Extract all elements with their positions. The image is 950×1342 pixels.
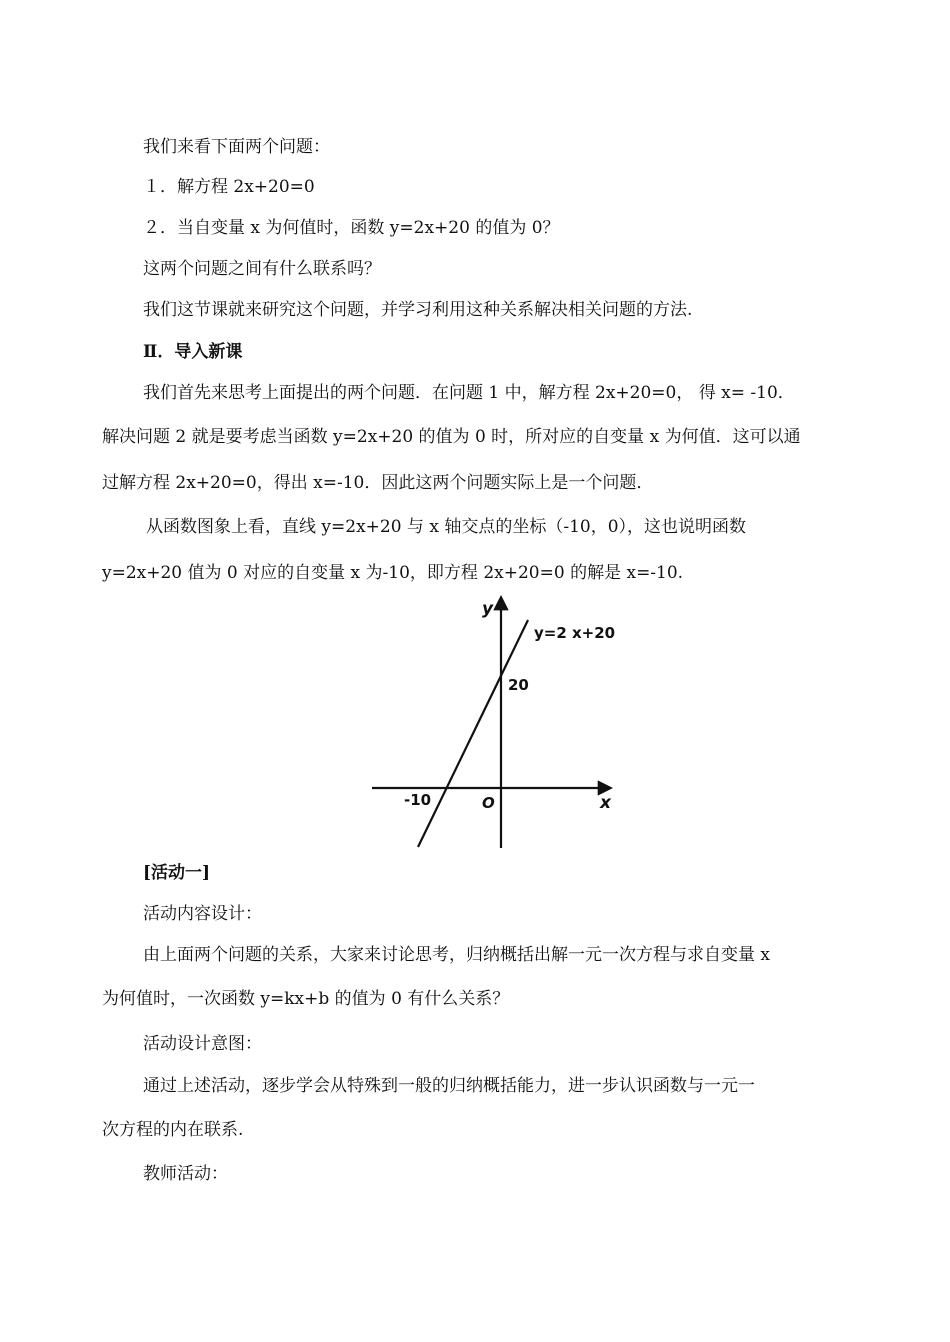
paragraph-graph-view-line2: y=2x+20 值为 0 对应的自变量 x 为-10，即方程 2x+20=0 的解是 x=-10. bbox=[102, 563, 684, 583]
activity-intent-line2: 次方程的内在联系. bbox=[102, 1120, 244, 1140]
activity-intent-label: 活动设计意图： bbox=[143, 1034, 262, 1054]
question-2: ２．当自变量 x 为何值时，函数 y=2x+20 的值为 0？ bbox=[143, 218, 560, 238]
y-intercept-label: 20 bbox=[508, 676, 529, 694]
activity-content-line2: 为何值时，一次函数 y=kx+b 的值为 0 有什么关系？ bbox=[102, 989, 510, 1009]
paragraph-intro: 我们来看下面两个问题： bbox=[143, 137, 330, 157]
section-heading-new-lesson: Ⅱ．导入新课 bbox=[143, 342, 243, 362]
x-intercept-label: -10 bbox=[404, 791, 432, 809]
x-axis-label: x bbox=[600, 793, 611, 813]
paragraph-analysis-line1: 我们首先来思考上面提出的两个问题．在问题 1 中，解方程 2x+20=0， 得 x= -10． bbox=[143, 383, 795, 403]
activity-content-line1: 由上面两个问题的关系，大家来讨论思考，归纳概括出解一元一次方程与求自变量 x bbox=[143, 945, 770, 965]
paragraph-connection: 这两个问题之间有什么联系吗？ bbox=[143, 259, 381, 279]
y-axis-label: y bbox=[482, 599, 494, 619]
line-equation-label: y=2 x+20 bbox=[534, 624, 616, 642]
question-1: １．解方程 2x+20=0 bbox=[143, 177, 315, 197]
origin-label: O bbox=[482, 794, 495, 812]
activity-heading: [活动一] bbox=[143, 863, 211, 883]
paragraph-analysis-line2: 解决问题 2 就是要考虑当函数 y=2x+20 的值为 0 时，所对应的自变量 x 为何值．这可以通 bbox=[102, 427, 801, 447]
function-graph bbox=[368, 592, 618, 854]
paragraph-analysis-line3: 过解方程 2x+20=0，得出 x=-10．因此这两个问题实际上是一个问题． bbox=[102, 473, 654, 493]
paragraph-graph-view-line1: 从函数图象上看，直线 y=2x+20 与 x 轴交点的坐标（-10，0），这也说明函数 bbox=[146, 517, 747, 537]
paragraph-goal: 我们这节课就来研究这个问题，并学习利用这种关系解决相关问题的方法. bbox=[143, 300, 693, 320]
function-line bbox=[418, 620, 528, 847]
activity-content-label: 活动内容设计： bbox=[143, 904, 262, 924]
teacher-activity-label: 教师活动： bbox=[143, 1164, 228, 1184]
activity-intent-line1: 通过上述活动，逐步学会从特殊到一般的归纳概括能力，进一步认识函数与一元一 bbox=[143, 1076, 755, 1096]
